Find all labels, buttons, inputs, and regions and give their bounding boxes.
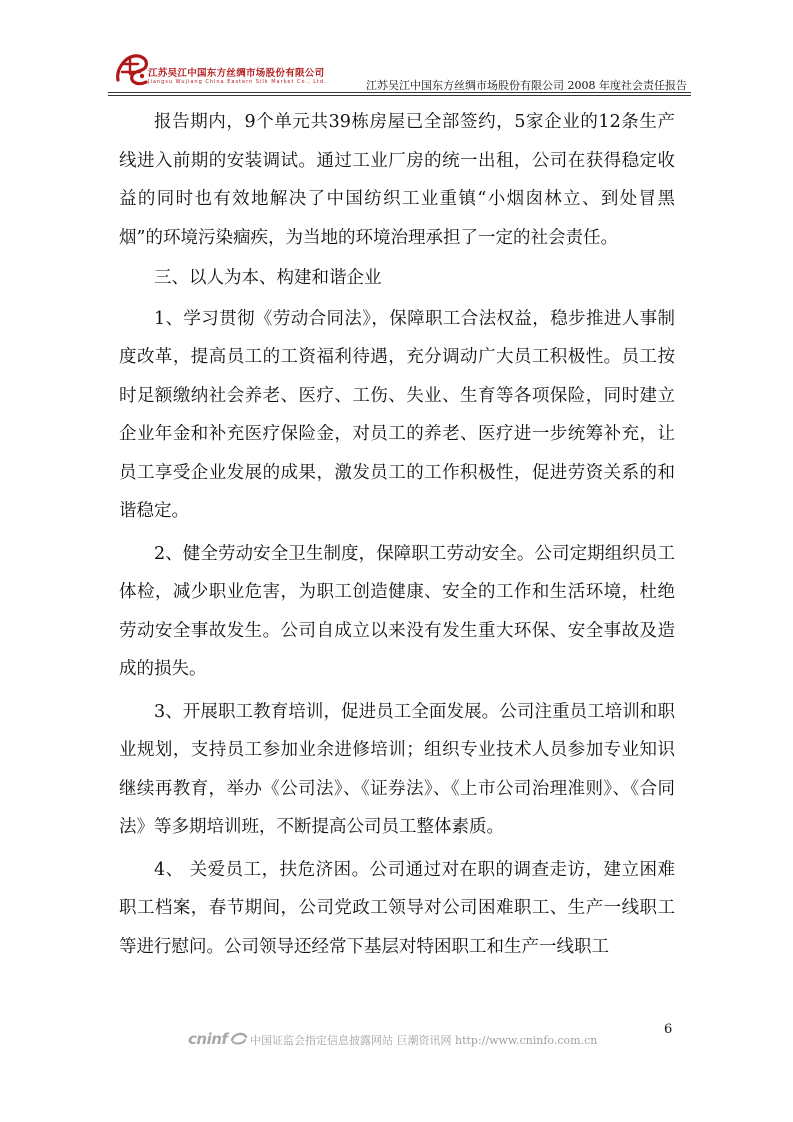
paragraph-employee-training: 3、开展职工教育培训，促进员工全面发展。公司注重员工培训和职业规划，支持员工参加业余进修培训；组织专业技术人员参加专业知识继续再教育，举办《公司法》、《证券法》、《上市公司治理准则》、《合同法》等多期培训班，不断提高公司员工整体素质。 [119,701,675,837]
page-header [108,50,691,96]
paragraph-labor-contract-law: 1、学习贯彻《劳动合同法》，保障职工合法权益，稳步推进人事制度改革，提高员工的工资福利待遇，充分调动广大员工积极性。员工按时足额缴纳社会养老、医疗、工伤、失业、生育等各项保险，同时建立企业年金和补充医疗保险金，对员工的养老、医疗进一步统筹补充，让员工享受企业发展的成果，激发员工的工作积极性，促进劳资关系的和谐稳定。 [119,308,675,521]
cninf-swirl-icon [230,1030,248,1046]
company-logo-english: Jiangsu Wujiang China Eastern Silk Market Co., Ltd. [148,79,327,85]
page-number: 6 [664,1022,673,1037]
header-divider [108,92,691,93]
report-body [119,103,675,966]
paragraph-employee-care: 4、 关爱员工，扶危济困。公司通过对在职的调查走访，建立困难职工档案，春节期间，公司党政工领导对公司困难职工、生产一线职工等进行慰问。公司领导还经常下基层对特困职工和生产一线职工 [119,859,675,957]
paragraph-labor-safety: 2、健全劳动安全卫生制度，保障职工劳动安全。公司定期组织员工体检，减少职业危害，为职工创造健康、安全的工作和生活环境，杜绝劳动安全事故发生。公司自成立以来没有发生重大环保、安全事故及造成的损失。 [119,543,675,679]
header-divider-secondary [108,95,691,96]
section-heading-people-oriented: 三、以人为本、构建和谐企业 [154,268,382,288]
paragraph-factory-leasing: 报告期内，9个单元共39栋房屋已全部签约，5家企业的12条生产线进入前期的安装调试。通过工业厂房的统一出租，公司在获得稳定收益的同时也有效地解决了中国纺织工业重镇“小烟囱林立、到处冒黑烟”的环境污染痼疾，为当地的环境治理承担了一定的社会责任。 [119,112,675,248]
footer-disclosure-text: 中国证监会指定信息披露网站 巨潮资讯网 http://www.cninfo.com.cn [250,1034,598,1047]
cninf-logo-text: cninf [188,1030,228,1048]
company-logo-text: 江苏吴江中国东方丝绸市场股份有限公司 [148,68,325,79]
report-title: 江苏吴江中国东方丝绸市场股份有限公司 2008 年度社会责任报告 [366,79,687,92]
